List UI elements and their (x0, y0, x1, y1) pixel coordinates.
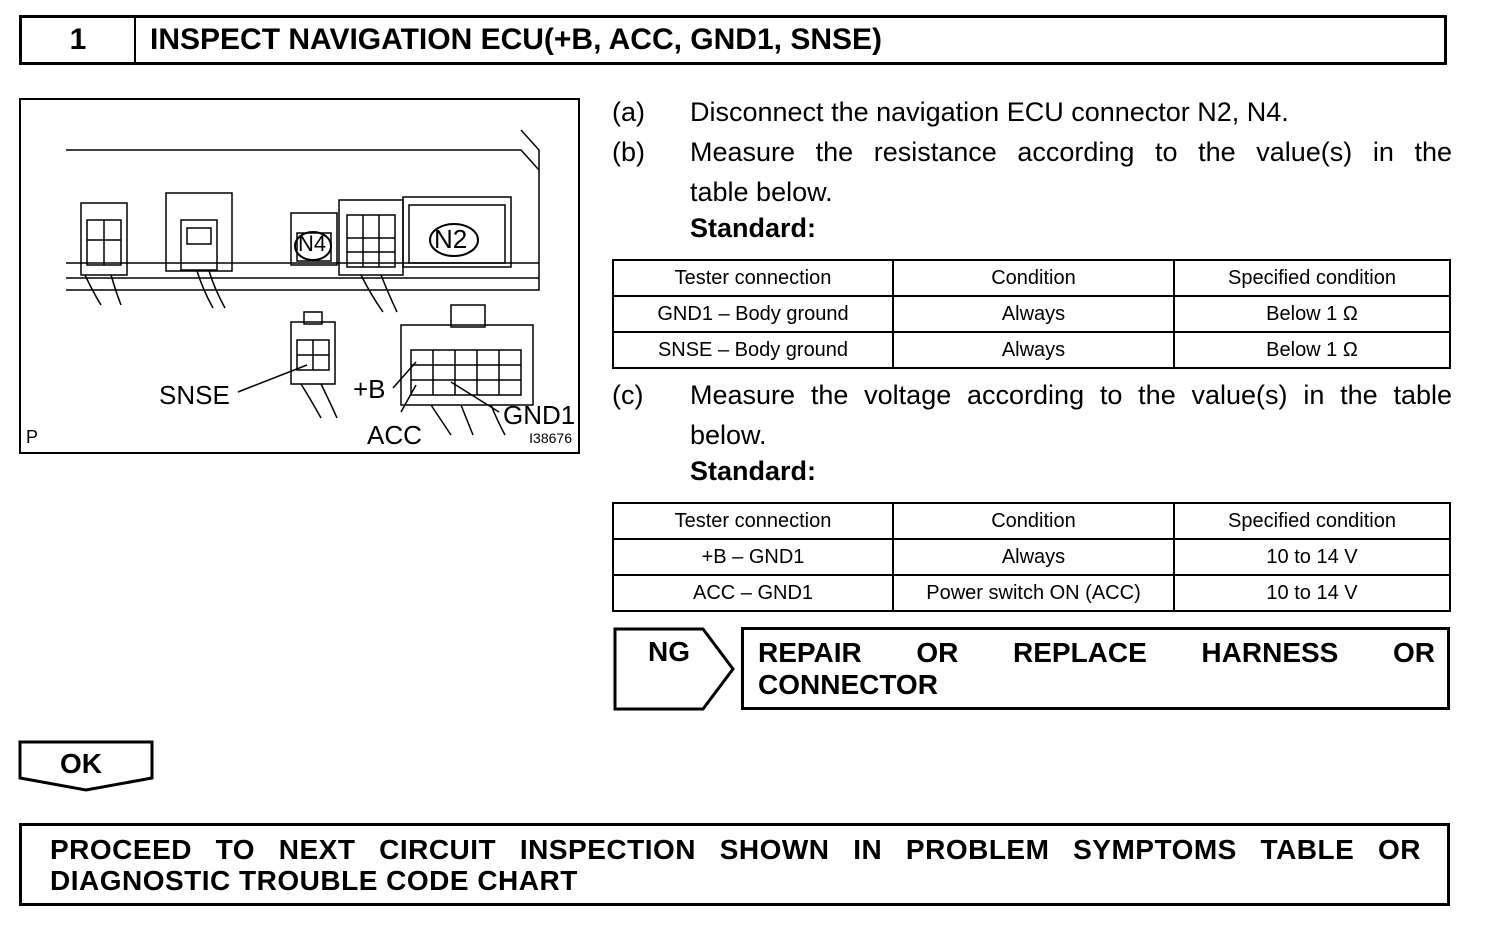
n4-label: N4 (298, 231, 327, 256)
instruction-c-mark: (c) (612, 380, 644, 410)
ng-action-line2: CONNECTOR (758, 669, 938, 700)
table-cell: Power switch ON (ACC) (893, 575, 1174, 611)
table-header: Specified condition (1174, 260, 1450, 296)
table-header: Tester connection (613, 503, 893, 539)
table-header-row (613, 503, 1450, 539)
ecu-drawing (21, 100, 578, 452)
standard-label-resistance: Standard: (690, 213, 817, 243)
resistance-table (612, 259, 1451, 369)
table-cell: ACC – GND1 (613, 575, 893, 611)
instruction-a-text: Disconnect the navigation ECU connector N2, N4. (690, 97, 1289, 127)
instruction-c-line2: below. (690, 420, 767, 450)
instruction-b-line2: table below. (690, 177, 833, 207)
table-cell: Always (893, 332, 1174, 368)
instruction-b (612, 132, 1452, 212)
table-cell: Below 1 Ω (1174, 296, 1450, 332)
instruction-a-mark: (a) (612, 97, 645, 127)
table-cell: Below 1 Ω (1174, 332, 1450, 368)
proceed-line2: DIAGNOSTIC TROUBLE CODE CHART (50, 865, 578, 896)
plus-b-label: +B (353, 374, 386, 404)
ng-action-line1: REPAIR OR REPLACE HARNESS OR (758, 637, 1435, 668)
table-header: Tester connection (613, 260, 893, 296)
ng-action-box (741, 627, 1450, 710)
proceed-box (19, 823, 1450, 906)
table-row (613, 296, 1450, 332)
table-cell: +B – GND1 (613, 539, 893, 575)
table-header: Specified condition (1174, 503, 1450, 539)
instruction-b-mark: (b) (612, 137, 645, 167)
table-row (613, 575, 1450, 611)
snse-label: SNSE (159, 380, 230, 410)
table-cell: GND1 – Body ground (613, 296, 893, 332)
n2-label: N2 (434, 224, 468, 254)
table-row (613, 539, 1450, 575)
figure-code: I38676 (529, 430, 572, 446)
step-number: 1 (22, 18, 136, 62)
table-row (613, 332, 1450, 368)
table-cell: Always (893, 296, 1174, 332)
figure-corner-mark: P (26, 427, 39, 447)
table-cell: 10 to 14 V (1174, 539, 1450, 575)
step-title: INSPECT NAVIGATION ECU(+B, ACC, GND1, SNSE) (150, 23, 883, 56)
instruction-c (612, 375, 1452, 455)
step-header (19, 15, 1447, 65)
table-header: Condition (893, 260, 1174, 296)
table-cell: 10 to 14 V (1174, 575, 1450, 611)
standard-label-voltage: Standard: (690, 456, 817, 486)
acc-label: ACC (367, 420, 422, 450)
instruction-c-line1: Measure the voltage according to the value(s) in the table (690, 380, 1452, 410)
table-header: Condition (893, 503, 1174, 539)
ng-label: NG (648, 636, 690, 667)
ok-label: OK (60, 748, 102, 779)
connector-illustration (19, 98, 580, 454)
proceed-line1: PROCEED TO NEXT CIRCUIT INSPECTION SHOWN IN PROBLEM SYMPTOMS TABLE OR (50, 834, 1421, 865)
instruction-b-line1: Measure the resistance according to the value(s) in the (690, 137, 1452, 167)
voltage-table (612, 502, 1451, 612)
instruction-a (612, 92, 1452, 132)
table-header-row (613, 260, 1450, 296)
table-cell: Always (893, 539, 1174, 575)
table-cell: SNSE – Body ground (613, 332, 893, 368)
gnd1-label: GND1 (503, 400, 576, 430)
